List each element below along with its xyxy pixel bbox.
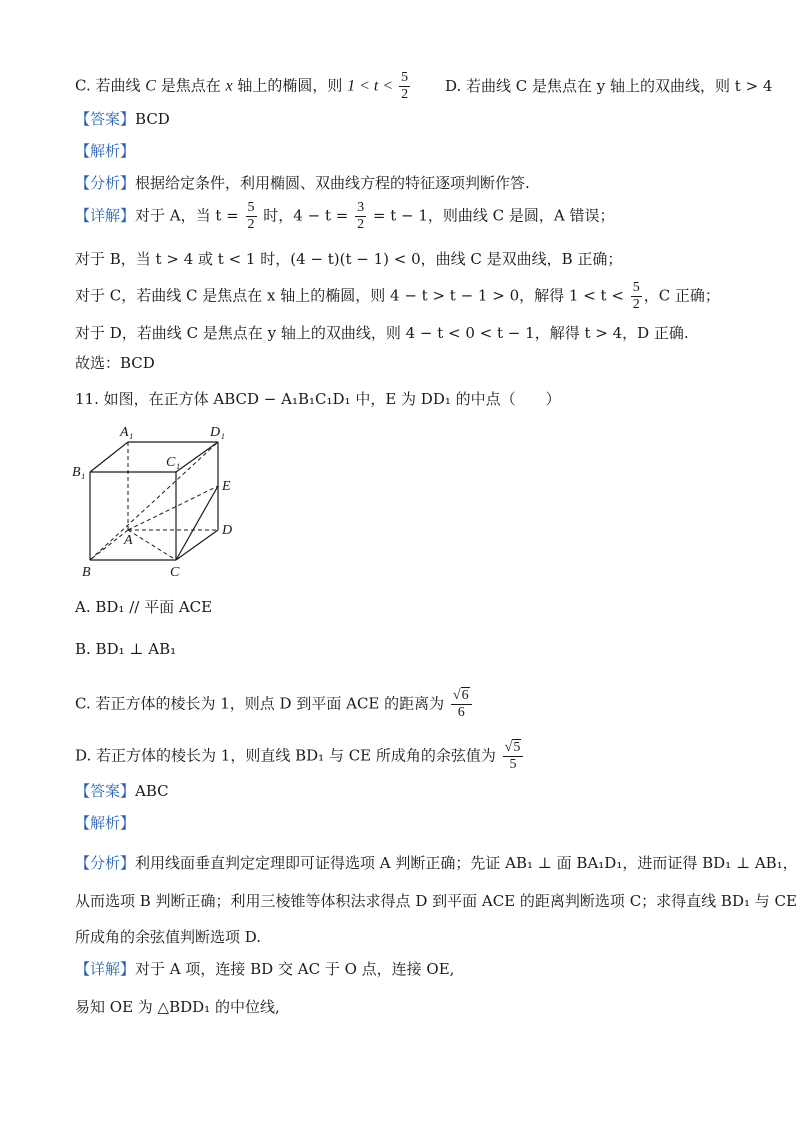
detail-a-pre: 对于 A，当 t = <box>135 206 244 225</box>
frac-num: 5 <box>247 200 255 215</box>
answer-tag: 【答案】 <box>75 110 136 128</box>
detail-a-end: = t − 1，则曲线 C 是圆，A 错误； <box>368 206 615 225</box>
frac-num: 5 <box>632 280 640 295</box>
fenxi-1 <box>75 172 740 194</box>
edge-a-b-hidden <box>90 530 128 560</box>
frac-num <box>503 740 524 757</box>
option-c-frac <box>451 688 472 721</box>
segment-b-d1-hidden <box>90 442 218 560</box>
option-c-pre: C. 若正方体的棱长为 1，则点 D 到平面 ACE 的距离为 <box>75 694 449 713</box>
option-c-text-post: 轴上的椭圆，则 <box>232 76 348 95</box>
option-c-fraction <box>399 70 410 103</box>
detail-a-mid: 时，4 − t = <box>258 206 354 225</box>
sqrt-radicand: 6 <box>461 688 469 703</box>
detail-a-frac1 <box>246 200 257 233</box>
frac-den: 2 <box>247 217 255 232</box>
answer-value: BCD <box>135 110 170 128</box>
question-11: 11. 如图，在正方体 ABCD − A₁B₁C₁D₁ 中，E 为 DD₁ 的中点（ ） <box>75 390 561 408</box>
answer-value: ABC <box>135 782 169 800</box>
option-c-var: C <box>145 77 156 95</box>
label-a1: A₁ <box>120 425 134 440</box>
answer-tag: 【答案】 <box>75 782 136 800</box>
answer-2 <box>75 780 740 802</box>
last-line: 易知 OE 为 △BDD₁ 的中位线, <box>75 998 280 1016</box>
label-d1: D₁ <box>210 425 225 440</box>
sqrt-5: √5 <box>504 740 521 755</box>
option-c-text-mid: 是焦点在 <box>155 76 226 95</box>
option-d-prev: D. 若曲线 C 是焦点在 y 轴上的双曲线，则 t > 4 <box>444 76 773 95</box>
detail-1 <box>75 200 740 233</box>
fenxi-tag: 【分析】 <box>75 174 136 192</box>
fenxi-tag: 【分析】 <box>75 854 136 872</box>
segment-a-e-hidden <box>128 486 218 530</box>
label-b1: B₁ <box>72 465 86 480</box>
detail-tag: 【详解】 <box>75 960 136 978</box>
detail-c-post: ，C 正确； <box>643 286 720 305</box>
segment-c-e <box>176 486 218 560</box>
label-b: B <box>82 565 91 580</box>
detail-d: 对于 D，若曲线 C 是焦点在 y 轴上的双曲线，则 4 − t < 0 < t − 1，解得 t > 4，D 正确. <box>75 324 689 342</box>
cube-figure <box>70 420 250 580</box>
cube-diagram <box>70 420 250 580</box>
frac-num: 5 <box>401 70 409 85</box>
label-c: C <box>170 565 180 580</box>
option-c-axis: x <box>225 77 233 95</box>
fenxi-text: 根据给定条件，利用椭圆、双曲线方程的特征逐项判断作答. <box>135 174 530 192</box>
option-d <box>75 740 740 773</box>
frac-den: 2 <box>401 87 409 102</box>
edge-c-d <box>176 530 218 560</box>
option-a: A. BD₁ // 平面 ACE <box>75 598 213 616</box>
frac-den: 5 <box>509 757 517 772</box>
edge-b1-a1 <box>90 442 128 472</box>
option-c <box>75 688 740 721</box>
option-b: B. BD₁ ⊥ AB₁ <box>75 640 177 658</box>
sqrt-6: √6 <box>452 688 469 703</box>
fenxi-2 <box>75 852 798 874</box>
detail-a-frac2 <box>355 200 366 233</box>
fenxi-2-cont2: 所成角的余弦值判断选项 D. <box>75 928 262 946</box>
detail-c-pre: 对于 C，若曲线 C 是焦点在 x 轴上的椭圆，则 4 − t > t − 1 > 0，解得 1 < t < <box>75 286 629 305</box>
conclusion-1: 故选：BCD <box>75 354 155 372</box>
option-c-prev <box>75 70 773 103</box>
frac-den: 2 <box>357 217 365 232</box>
analysis-tag-2: 【解析】 <box>75 814 136 832</box>
label-a: A <box>124 533 133 548</box>
option-c-cond: 1 < t < <box>347 77 398 95</box>
frac-den: 2 <box>632 297 640 312</box>
label-c1: C₁ <box>166 455 181 470</box>
option-c-text-pre: C. 若曲线 <box>75 76 146 95</box>
frac-num: 3 <box>357 200 365 215</box>
detail-2 <box>75 958 740 980</box>
detail-text: 对于 A 项，连接 BD 交 AC 于 O 点，连接 OE, <box>135 960 455 978</box>
analysis-tag-1: 【解析】 <box>75 142 136 160</box>
edge-c1-d1 <box>176 442 218 472</box>
fenxi-text: 利用线面垂直判定定理即可证得选项 A 判断正确；先证 AB₁ ⊥ 面 BA₁D₁，进而证得 BD₁ ⊥ AB₁， <box>135 854 798 872</box>
detail-tag: 【详解】 <box>75 206 136 225</box>
answer-1 <box>75 108 740 130</box>
segment-a-c-hidden <box>128 530 176 560</box>
label-d: D <box>222 523 233 538</box>
frac-num <box>451 688 472 705</box>
fenxi-2-cont: 从而选项 B 判断正确；利用三棱锥等体积法求得点 D 到平面 ACE 的距离判断选项 C；求得直线 BD₁ 与 CE <box>75 892 797 910</box>
detail-b: 对于 B，当 t > 4 或 t < 1 时，(4 − t)(t − 1) < 0，曲线 C 是双曲线，B 正确； <box>75 250 623 268</box>
frac-den: 6 <box>457 705 465 720</box>
option-d-pre: D. 若正方体的棱长为 1，则直线 BD₁ 与 CE 所成角的余弦值为 <box>75 746 501 765</box>
detail-c-frac <box>631 280 642 313</box>
label-e: E <box>222 479 231 494</box>
detail-c <box>75 280 740 313</box>
sqrt-radicand: 5 <box>513 740 521 755</box>
option-d-frac <box>503 740 524 773</box>
